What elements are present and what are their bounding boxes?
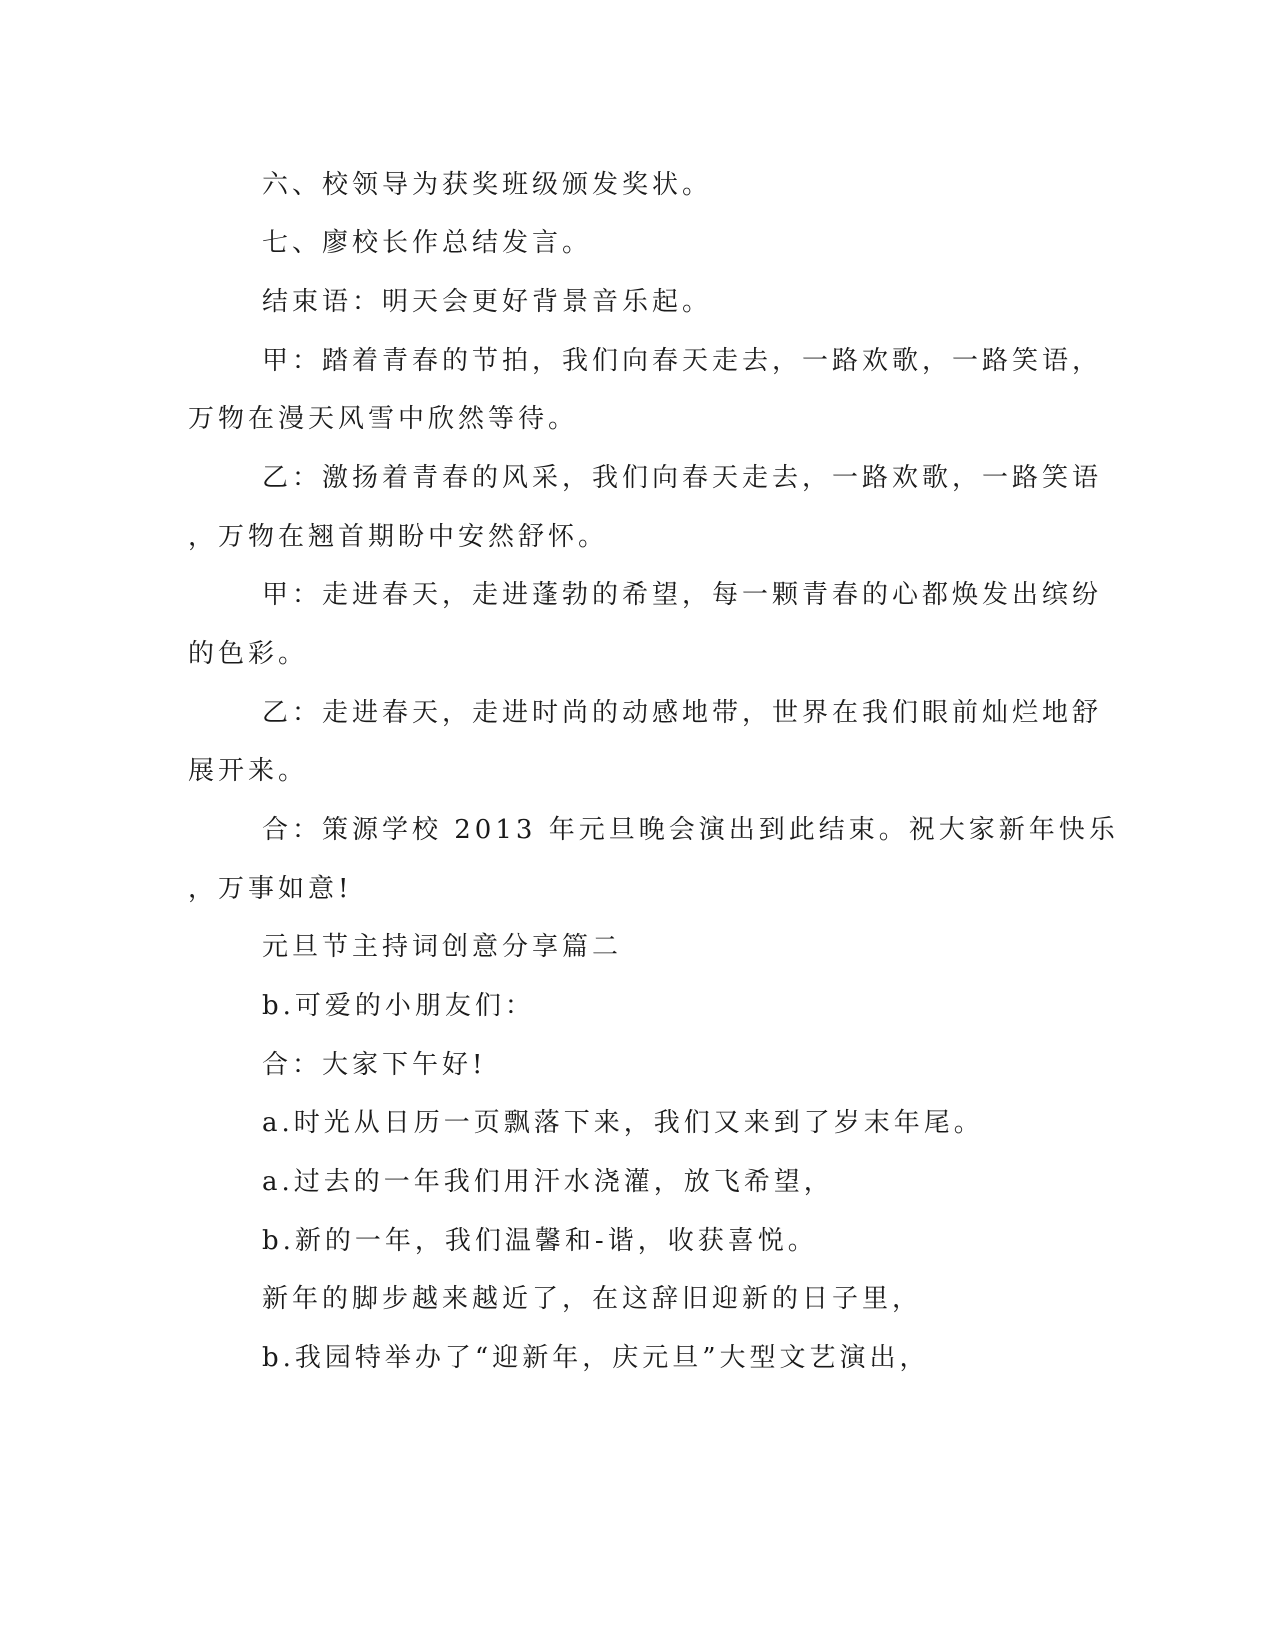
text-line: 甲：走进春天，走进蓬勃的希望，每一颗青春的心都焕发出缤纷 — [262, 580, 1103, 610]
text-line: b.我园特举办了“迎新年，庆元旦”大型文艺演出， — [262, 1343, 930, 1373]
text-line: 合：大家下午好! — [262, 1050, 487, 1080]
text-line: 展开来。 — [188, 756, 309, 786]
text-line: 合：策源学校 2013 年元旦晚会演出到此结束。祝大家新年快乐 — [262, 815, 1119, 845]
text-line: 七、廖校长作总结发言。 — [262, 228, 593, 258]
text-line: ，万物在翘首期盼中安然舒怀。 — [188, 522, 609, 552]
text-line: 乙：走进春天，走进时尚的动感地带，世界在我们眼前灿烂地舒 — [262, 698, 1103, 728]
text-line: 甲：踏着青春的节拍，我们向春天走去，一路欢歌，一路笑语， — [262, 346, 1103, 376]
text-line: b.新的一年，我们温馨和-谐，收获喜悦。 — [262, 1226, 818, 1256]
text-line: a.过去的一年我们用汗水浇灌，放飞希望， — [262, 1167, 834, 1197]
text-line: 乙：激扬着青春的风采，我们向春天走去，一路欢歌，一路笑语 — [262, 463, 1103, 493]
text-line: 的色彩。 — [188, 639, 309, 669]
text-line: 六、校领导为获奖班级颁发奖状。 — [262, 170, 713, 200]
section-heading: 元旦节主持词创意分享篇二 — [262, 932, 623, 962]
text-line: ，万事如意! — [188, 874, 353, 904]
text-line: 新年的脚步越来越近了，在这辞旧迎新的日子里， — [262, 1284, 923, 1314]
text-line: 万物在漫天风雪中欣然等待。 — [188, 404, 579, 434]
text-line: a.时光从日历一页飘落下来，我们又来到了岁末年尾。 — [262, 1108, 984, 1138]
text-line: 结束语：明天会更好背景音乐起。 — [262, 287, 713, 317]
text-line: b.可爱的小朋友们： — [262, 991, 535, 1021]
